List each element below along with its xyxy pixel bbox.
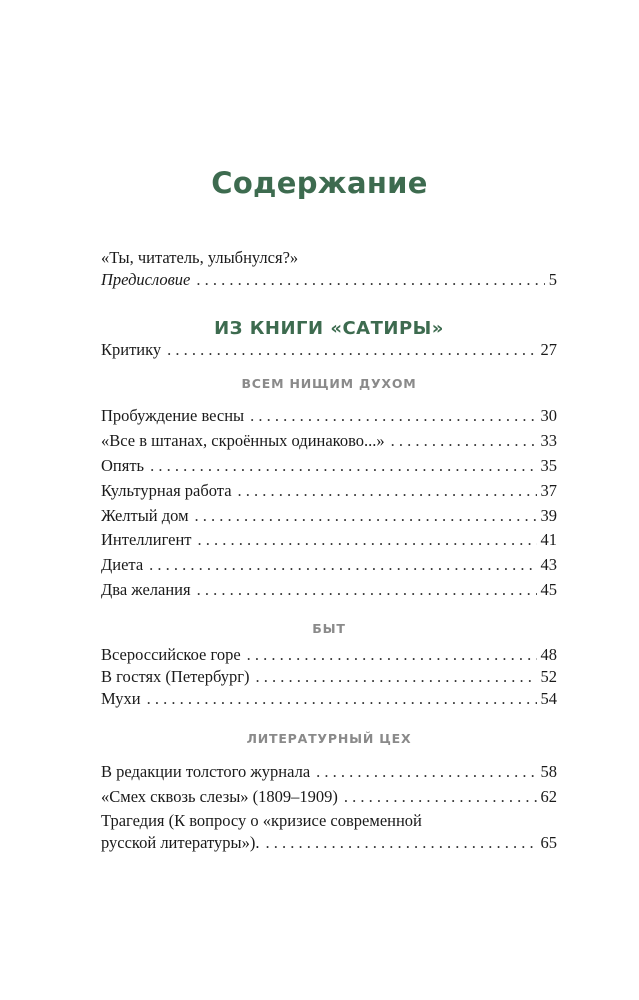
toc-entry-preface[interactable] <box>101 269 557 291</box>
toc-entry-page: 39 <box>540 506 557 525</box>
toc-entry-label: Интеллигент <box>101 530 192 549</box>
toc-entry[interactable] <box>101 529 557 551</box>
section-heading: ВСЕМ НИЩИМ ДУХОМ <box>241 376 417 391</box>
leader-dots <box>197 579 537 601</box>
toc-entry-page: 33 <box>540 431 557 450</box>
leader-dots <box>150 455 536 477</box>
leader-dots <box>266 832 537 854</box>
toc-entry[interactable] <box>101 666 557 688</box>
toc-entry-page: 48 <box>540 645 557 664</box>
toc-entry[interactable] <box>101 688 557 710</box>
leader-dots <box>167 339 536 361</box>
toc-entry-label: В гостях (Петербург) <box>101 667 250 686</box>
preface-title: «Ты, читатель, улыбнулся?» <box>101 248 299 267</box>
toc-entry-first-line[interactable]: Трагедия (К вопросу о «кризисе современной <box>101 811 422 830</box>
toc-entry-label: «Смех сквозь слезы» (1809–1909) <box>101 787 338 806</box>
toc-entry-label: В редакции толстого журнала <box>101 762 311 781</box>
toc-entry-page: 65 <box>540 833 557 852</box>
toc-entry-page: 5 <box>548 270 557 289</box>
toc-entry-page: 30 <box>540 406 557 425</box>
toc-entry[interactable] <box>101 579 557 601</box>
leader-dots <box>391 430 537 452</box>
toc-entry-label: Культурная работа <box>101 481 232 500</box>
toc-entry-label: Два желания <box>101 580 191 599</box>
toc-entry-page: 35 <box>540 456 557 475</box>
leader-dots <box>344 786 537 808</box>
part-heading: ИЗ КНИГИ «САТИРЫ» <box>214 318 444 339</box>
toc-entry-page: 43 <box>540 555 557 574</box>
toc-entry[interactable] <box>101 405 557 427</box>
toc-entry[interactable] <box>101 786 557 808</box>
toc-entry-label: Предисловие <box>101 270 191 289</box>
toc-entry-page: 37 <box>540 481 557 500</box>
toc-entry-label: Мухи <box>101 689 141 708</box>
toc-entry-label: Всероссийское горе <box>101 645 241 664</box>
toc-entry-page: 54 <box>540 689 557 708</box>
toc-entry-label: Желтый дом <box>101 506 189 525</box>
section-heading: БЫТ <box>312 621 346 636</box>
toc-entry[interactable] <box>101 554 557 576</box>
leader-dots <box>316 761 536 783</box>
leader-dots <box>147 688 537 710</box>
section-heading: ЛИТЕРАТУРНЫЙ ЦЕХ <box>246 731 412 746</box>
toc-entry-label: «Все в штанах, скроённых одинаково...» <box>101 431 385 450</box>
toc-entry-label: русской литературы»). <box>101 833 260 852</box>
leader-dots <box>238 480 537 502</box>
leader-dots <box>196 269 544 291</box>
toc-entry-page: 27 <box>540 340 557 359</box>
leader-dots <box>195 505 537 527</box>
leader-dots <box>247 644 537 666</box>
toc-entry-label: Опять <box>101 456 145 475</box>
toc-entry-label: Диета <box>101 555 144 574</box>
toc-entry-label: Критику <box>101 340 162 359</box>
toc-entry-critic[interactable] <box>101 339 557 361</box>
leader-dots <box>149 554 536 576</box>
page-title: Содержание <box>211 166 428 200</box>
toc-entry-page: 45 <box>540 580 557 599</box>
toc-entry-page: 58 <box>540 762 557 781</box>
toc-entry[interactable] <box>101 761 557 783</box>
leader-dots <box>198 529 537 551</box>
toc-entry-label: Пробуждение весны <box>101 406 245 425</box>
toc-entry[interactable] <box>101 644 557 666</box>
toc-entry[interactable] <box>101 480 557 502</box>
toc-entry[interactable] <box>101 455 557 477</box>
toc-entry[interactable] <box>101 832 557 854</box>
toc-entry[interactable] <box>101 430 557 452</box>
toc-entry-page: 41 <box>540 530 557 549</box>
leader-dots <box>250 405 536 427</box>
toc-entry-page: 52 <box>540 667 557 686</box>
toc-entry[interactable] <box>101 505 557 527</box>
leader-dots <box>255 666 536 688</box>
toc-entry-page: 62 <box>540 787 557 806</box>
